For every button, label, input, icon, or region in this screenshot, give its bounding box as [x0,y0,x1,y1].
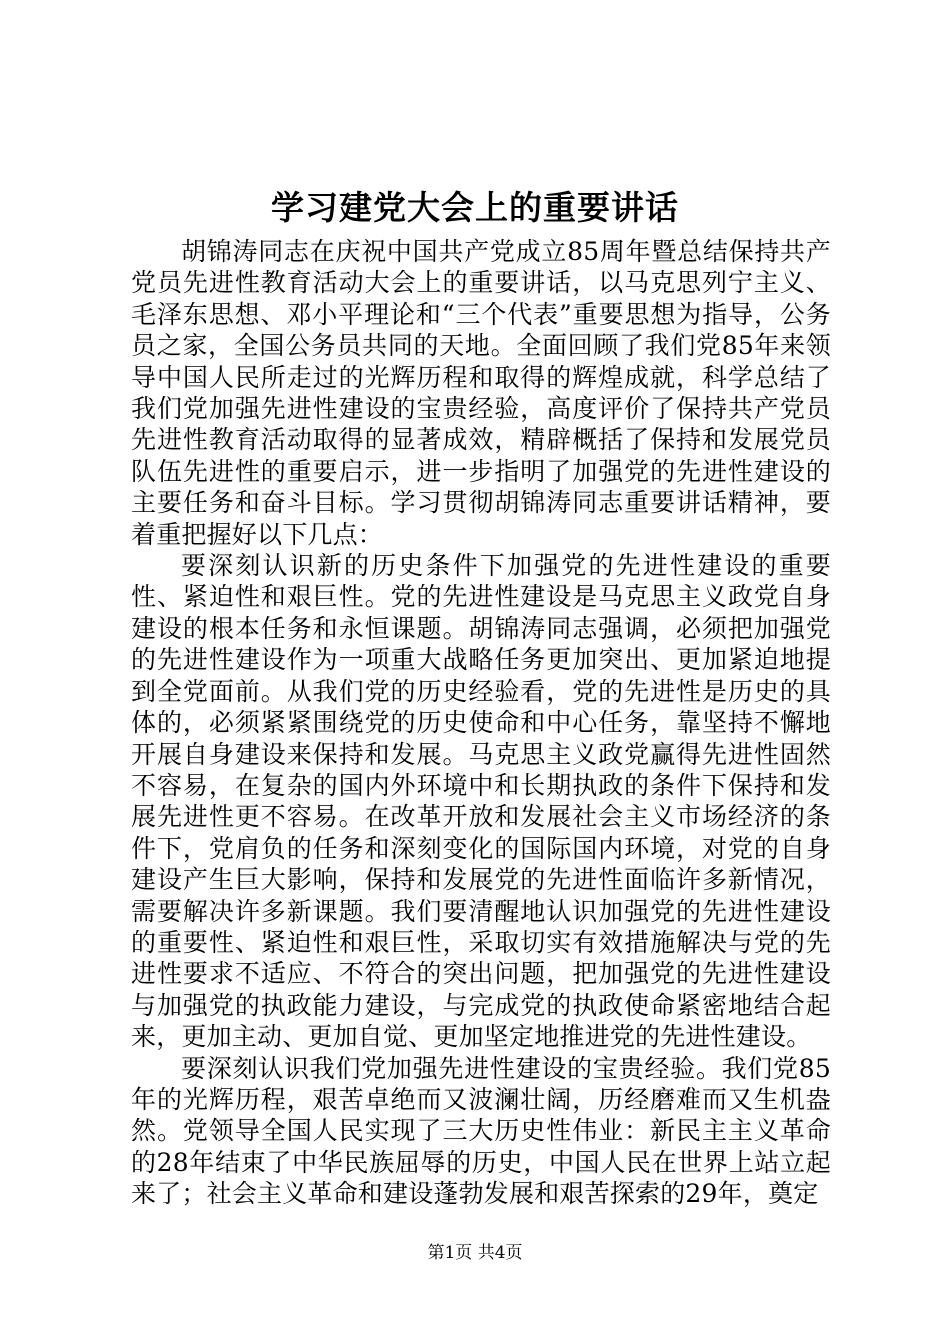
paragraph-2: 要深刻认识新的历史条件下加强党的先进性建设的重要性、紧迫性和艰巨性。党的先进性建设是马克思主义政党自身建设的根本任务和永恒课题。胡锦涛同志强调，必须把加强党的先进性建设作为一项重大战略任务更加突出、更加紧迫地提到全党面前。从我们党的历史经验看，党的先进性是历史的具体的，必须紧紧围绕党的历史使命和中心任务，靠坚持不懈地开展自身建设来保持和发展。马克思主义政党赢得先进性固然不容易，在复杂的国内外环境中和长期执政的条件下保持和发展先进性更不容易。在改革开放和发展社会主义市场经济的条件下，党肩负的任务和深刻变化的国际国内环境，对党的自身建设产生巨大影响，保持和发展党的先进性面临许多新情况，需要解决许多新课题。我们要清醒地认识加强党的先进性建设的重要性、紧迫性和艰巨性，采取切实有效措施解决与党的先进性要求不适应、不符合的突出问题，把加强党的先进性建设与加强党的执政能力建设，与完成党的执政使命紧密地结合起来，更加主动、更加自觉、更加坚定地推进党的先进性建设。 [131,551,831,1052]
page-footer: 第1页 共4页 [427,1243,523,1263]
document-body [131,236,831,1210]
paragraph-1: 胡锦涛同志在庆祝中国共产党成立85周年暨总结保持共产党员先进性教育活动大会上的重要讲话，以马克思列宁主义、毛泽东思想、邓小平理论和“三个代表”重要思想为指导，公务员之家，全国公务员共同的天地。全面回顾了我们党85年来领导中国人民所走过的光辉历程和取得的辉煌成就，科学总结了我们党加强先进性建设的宝贵经验，高度评价了保持共产党员先进性教育活动取得的显著成效，精辟概括了保持和发展党员队伍先进性的重要启示，进一步指明了加强党的先进性建设的主要任务和奋斗目标。学习贯彻胡锦涛同志重要讲话精神，要着重把握好以下几点： [131,237,831,549]
document-title: 学习建党大会上的重要讲话 [271,188,679,227]
paragraph-3: 要深刻认识我们党加强先进性建设的宝贵经验。我们党85年的光辉历程，艰苦卓绝而又波澜壮阔，历经磨难而又生机盎然。党领导全国人民实现了三大历史性伟业：新民主主义革命的28年结束了中华民族屈辱的历史，中国人民在世界上站立起来了；社会主义革命和建设蓬勃发展和艰苦探索的29年，奠定 [131,1053,831,1209]
